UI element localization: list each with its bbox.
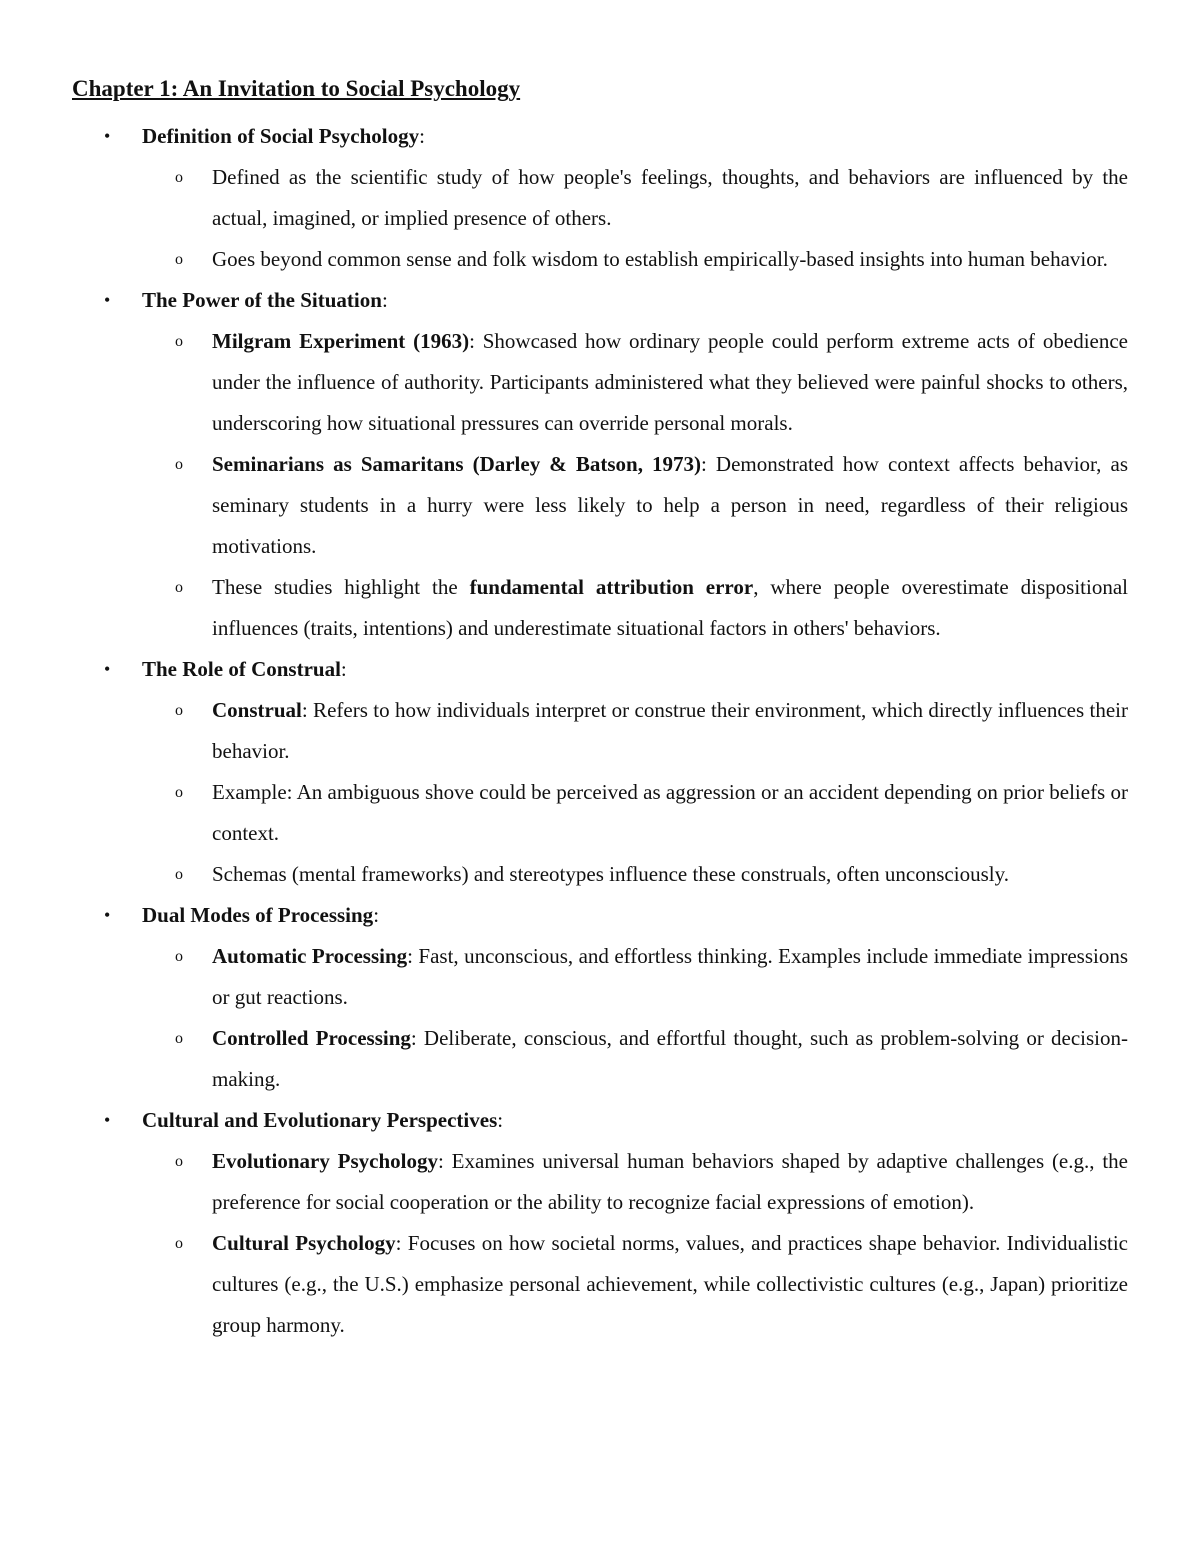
section-heading-suffix: : — [497, 1108, 504, 1132]
sub-bullet-icon: o — [175, 1235, 183, 1252]
sub-item-text — [212, 1141, 1128, 1223]
sub-item-body: : Focuses on how societal norms, values, and practices shape behavior. Individualistic cultures (e.g., the U.S.) emphasize personal achievement, while collectivistic cultures (e.g., Japan) prioritize group harmony. — [212, 1231, 1128, 1337]
sub-item-text — [212, 690, 1128, 772]
sub-item-text — [212, 936, 1128, 1018]
section-heading-text: Cultural and Evolutionary Perspectives — [142, 1108, 498, 1132]
sub-item-term: Controlled Processing — [212, 1026, 411, 1050]
sub-item-body: Schemas (mental frameworks) and stereotypes influence these construals, often unconsciously. — [212, 862, 1009, 886]
sub-item-term: Seminarians as Samaritans (Darley & Batson, 1973) — [212, 452, 702, 476]
sub-item-text — [212, 1018, 1128, 1100]
section-heading-suffix: : — [340, 657, 347, 681]
sub-item-text — [212, 772, 1128, 854]
sub-item-body: : Deliberate, conscious, and effortful thought, such as problem-solving or decision-making. — [212, 1026, 1128, 1091]
sub-item-term: fundamental attribution error — [469, 575, 754, 599]
bullet-icon: • — [104, 659, 111, 679]
sub-item-body: Goes beyond common sense and folk wisdom to establish empirically-based insights into human behavior. — [212, 247, 1108, 271]
sub-item-body: Defined as the scientific study of how people's feelings, thoughts, and behaviors are influenced by the actual, imagined, or implied presence of others. — [212, 165, 1128, 230]
chapter-title: Chapter 1: An Invitation to Social Psychology — [72, 76, 521, 101]
sub-bullet-icon: o — [175, 1030, 183, 1047]
sub-item — [142, 772, 1128, 854]
sub-list — [142, 1141, 1128, 1346]
sub-item — [142, 1018, 1128, 1100]
sub-item — [142, 936, 1128, 1018]
section-item — [72, 1100, 1128, 1346]
sub-item-text — [212, 854, 1128, 895]
section-heading — [142, 1100, 1128, 1141]
sub-item-term: Cultural Psychology — [212, 1231, 396, 1255]
bullet-icon: • — [104, 290, 111, 310]
section-heading-suffix: : — [381, 288, 388, 312]
sub-bullet-icon: o — [175, 579, 183, 596]
section-heading-suffix: : — [373, 903, 380, 927]
sub-bullet-icon: o — [175, 1153, 183, 1170]
sub-item-term: Construal — [212, 698, 302, 722]
sub-item-body: : Fast, unconscious, and effortless thinking. Examples include immediate impressions or gut reactions. — [212, 944, 1128, 1009]
sub-item-text — [212, 157, 1128, 239]
section-heading — [142, 895, 1128, 936]
section-item — [72, 280, 1128, 649]
sub-item — [142, 321, 1128, 444]
sub-bullet-icon: o — [175, 948, 183, 965]
bullet-icon: • — [104, 1110, 111, 1130]
section-heading-text: Dual Modes of Processing — [142, 903, 374, 927]
sub-item-body: : Examines universal human behaviors shaped by adaptive challenges (e.g., the preference for social cooperation or the ability to recognize facial expressions of emotion). — [212, 1149, 1128, 1214]
sub-item — [142, 1223, 1128, 1346]
sub-item-body: , where people overestimate dispositional influences (traits, intentions) and underestimate situational factors in others' behaviors. — [212, 575, 1128, 640]
sub-bullet-icon: o — [175, 784, 183, 801]
section-heading-suffix: : — [419, 124, 425, 148]
section-item — [72, 895, 1128, 1100]
bullet-icon: • — [104, 905, 111, 925]
sub-item-body: : Demonstrated how context affects behavior, as seminary students in a hurry were less likely to help a person in need, regardless of their religious motivations. — [212, 452, 1128, 558]
sub-item — [142, 444, 1128, 567]
sub-item — [142, 854, 1128, 895]
sub-item-text — [212, 321, 1128, 444]
sub-list — [142, 157, 1128, 280]
sub-bullet-icon: o — [175, 866, 183, 883]
sub-list — [142, 936, 1128, 1100]
sub-list — [142, 690, 1128, 895]
bullet-icon: • — [104, 126, 111, 146]
sub-bullet-icon: o — [175, 702, 183, 719]
sub-item-term: Evolutionary Psychology — [212, 1149, 439, 1173]
section-list — [72, 116, 1128, 1346]
section-item — [72, 649, 1128, 895]
sub-item — [142, 567, 1128, 649]
sub-item-text — [212, 444, 1128, 567]
sub-bullet-icon: o — [175, 456, 183, 473]
sub-bullet-icon: o — [175, 251, 183, 268]
sub-item-pre: These studies highlight the — [212, 575, 470, 599]
sub-item-body: Example: An ambiguous shove could be perceived as aggression or an accident depending on prior beliefs or context. — [212, 780, 1128, 845]
sub-item-body: : Showcased how ordinary people could perform extreme acts of obedience under the influence of authority. Participants administered what they believed were painful shocks to others, underscoring how situational pressures can override personal morals. — [212, 329, 1128, 435]
sub-item-body: : Refers to how individuals interpret or construe their environment, which directly influences their behavior. — [212, 698, 1128, 763]
sub-item-text — [212, 1223, 1128, 1346]
sub-item — [142, 690, 1128, 772]
sub-item — [142, 1141, 1128, 1223]
section-heading — [142, 649, 1128, 690]
section-heading — [142, 280, 1128, 321]
section-item — [72, 116, 1128, 280]
section-heading-text: The Role of Construal — [142, 657, 341, 681]
sub-bullet-icon: o — [175, 169, 183, 186]
sub-item-text — [212, 567, 1128, 649]
sub-item-term: Automatic Processing — [212, 944, 408, 968]
sub-bullet-icon: o — [175, 333, 183, 350]
section-heading-text: The Power of the Situation — [142, 288, 382, 312]
section-heading — [142, 116, 1128, 157]
sub-list — [142, 321, 1128, 649]
sub-item — [142, 239, 1128, 280]
section-heading-text: Definition of Social Psychology — [142, 124, 420, 148]
sub-item — [142, 157, 1128, 239]
sub-item-term: Milgram Experiment (1963) — [212, 329, 470, 353]
sub-item-text — [212, 239, 1128, 280]
